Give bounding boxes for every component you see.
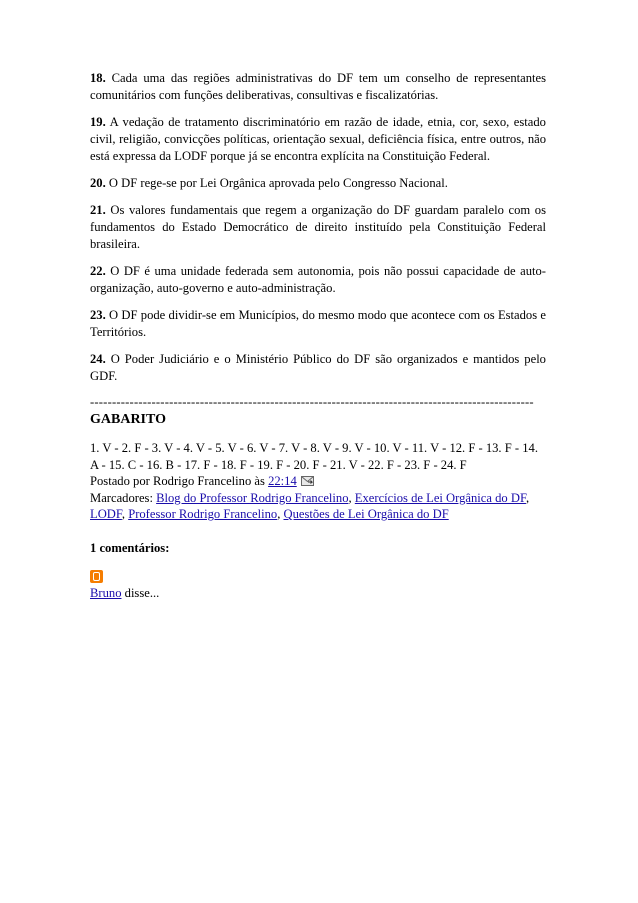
document-page	[90, 70, 546, 601]
comment-author-link[interactable]: Bruno	[90, 585, 122, 600]
question-number: 21.	[90, 203, 106, 217]
comment-item	[90, 570, 546, 601]
question-item	[90, 351, 546, 385]
question-text: O DF rege-se por Lei Orgânica aprovada pelo Congresso Nacional.	[108, 176, 448, 190]
post-time-link[interactable]: 22:14	[268, 474, 297, 488]
label-link[interactable]: Blog do Professor Rodrigo Francelino	[156, 490, 349, 505]
question-number: 20.	[90, 176, 106, 190]
question-item	[90, 114, 546, 165]
question-text: Os valores fundamentais que regem a organização do DF guardam paralelo com os fundamentos do Estado Democrático de direito instituído pela Constituição Federal brasileira.	[90, 203, 546, 251]
question-item	[90, 263, 546, 297]
gabarito-answers: 1. V - 2. F - 3. V - 4. V - 5. V - 6. V - 7. V - 8. V - 9. V - 10. V - 11. V - 12. F - 13. F - 14. A - 15. C - 16. B - 17. F - 18. F - 19. F - 20. F - 21. V - 22. F - 23. F - 24. F	[90, 441, 538, 472]
question-text: O DF pode dividir-se em Municípios, do mesmo modo que acontece com os Estados e Territórios.	[90, 308, 546, 339]
question-text: O DF é uma unidade federada sem autonomia, pois não possui capacidade de auto-organização, auto-governo e auto-administração.	[90, 264, 546, 295]
question-number: 19.	[90, 115, 106, 129]
question-number: 22.	[90, 264, 106, 278]
email-post-icon[interactable]	[301, 474, 314, 484]
comment-author-line	[90, 585, 546, 601]
label-link[interactable]: Exercícios de Lei Orgânica do DF	[354, 490, 526, 505]
question-item	[90, 307, 546, 341]
labels-line: Marcadores: Blog do Professor Rodrigo Francelino, Exercícios de Lei Orgânica do DF, LODF, Professor Rodrigo Francelino, Questões de Lei Orgânica do DF	[90, 490, 530, 521]
comment-said-text: disse...	[124, 585, 160, 600]
question-item	[90, 175, 546, 192]
question-item	[90, 70, 546, 104]
posted-by-text: Postado por Rodrigo Francelino às	[90, 474, 265, 488]
question-number: 24.	[90, 352, 106, 366]
question-number: 23.	[90, 308, 106, 322]
post-footer	[90, 473, 546, 490]
separator-line: -----------------------------------------------------------------------------------------------------	[90, 395, 534, 409]
gabarito-title: GABARITO	[90, 412, 166, 427]
question-number: 18.	[90, 71, 106, 85]
question-text: O Poder Judiciário e o Ministério Público do DF são organizados e mantidos pelo GDF.	[90, 352, 546, 383]
label-link[interactable]: Questões de Lei Orgânica do DF	[283, 507, 449, 521]
question-text: Cada uma das regiões administrativas do DF tem um conselho de representantes comunitários com funções deliberativas, consultivas e fiscalizatórias.	[90, 71, 546, 102]
label-link[interactable]: Professor Rodrigo Francelino	[128, 507, 278, 521]
question-text: A vedação de tratamento discriminatório em razão de idade, etnia, cor, sexo, estado civil, religião, convicções políticas, orientação sexual, deficiência física, entre outros, não está expressa da LODF porque já se encontra explícita na Constituição Federal.	[90, 115, 546, 163]
label-link[interactable]: LODF	[90, 507, 122, 521]
question-item	[90, 202, 546, 253]
questions-list	[90, 70, 546, 385]
labels-prefix: Marcadores:	[90, 490, 153, 505]
blogger-icon	[90, 570, 103, 583]
comments-title: 1 comentários:	[90, 540, 170, 555]
